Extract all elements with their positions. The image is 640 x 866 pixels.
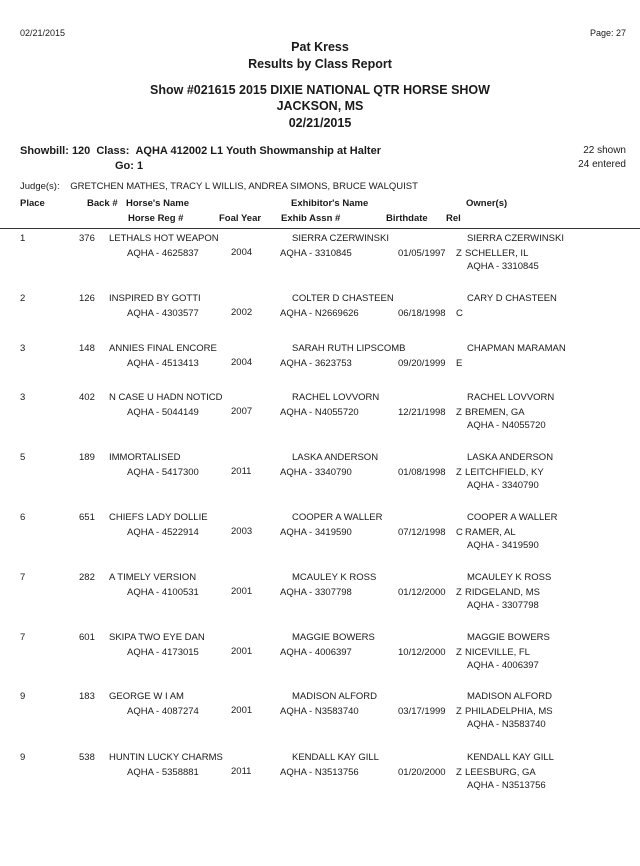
entry-exhib-assn: AQHA - 4006397 (280, 647, 352, 658)
entry-owner-name: CHAPMAN MARAMAN (467, 343, 566, 354)
entry-owner-city: RIDGELAND, MS (465, 587, 540, 598)
entry-place: 9 (20, 752, 26, 763)
entry-owner-assn: AQHA - N4055720 (467, 420, 546, 431)
header-rule (0, 228, 640, 229)
entry-horse: SKIPA TWO EYE DAN (109, 632, 205, 643)
entry-birthdate: 03/17/1999 (398, 706, 446, 717)
table-row (0, 392, 640, 452)
entry-rel: Z (456, 407, 462, 418)
col-horse-reg: Horse Reg # (128, 213, 184, 224)
entry-horse-reg: AQHA - 4087274 (127, 706, 199, 717)
entry-owner-city: BREMEN, GA (465, 407, 525, 418)
entry-horse: CHIEFS LADY DOLLIE (109, 512, 208, 523)
entry-rel: Z (456, 467, 462, 478)
entry-back: 376 (79, 233, 95, 244)
entry-place: 7 (20, 572, 26, 583)
entry-exhibitor: KENDALL KAY GILL (292, 752, 379, 763)
entry-owner-name: KENDALL KAY GILL (467, 752, 554, 763)
entry-owner-name: MADISON ALFORD (467, 691, 552, 702)
showbill: Showbill: 120 (20, 145, 91, 157)
entry-birthdate: 01/05/1997 (398, 248, 446, 259)
entry-foal-year: 2011 (231, 766, 252, 777)
entry-owner-assn: AQHA - 3340790 (467, 480, 539, 491)
entry-birthdate: 01/12/2000 (398, 587, 446, 598)
entry-foal-year: 2001 (231, 586, 253, 597)
entry-foal-year: 2011 (231, 466, 252, 477)
entry-place: 7 (20, 632, 26, 643)
show-title: Show #021615 2015 DIXIE NATIONAL QTR HORSE SHOW (150, 83, 490, 97)
entry-exhibitor: COOPER A WALLER (292, 512, 383, 523)
entry-horse-reg: AQHA - 4522914 (127, 527, 199, 538)
entry-horse: N CASE U HADN NOTICD (109, 392, 223, 403)
entry-back: 282 (79, 572, 95, 583)
entry-place: 6 (20, 512, 26, 523)
entry-exhibitor: MADISON ALFORD (292, 691, 377, 702)
entry-horse: HUNTIN LUCKY CHARMS (109, 752, 223, 763)
entry-exhibitor: LASKA ANDERSON (292, 452, 379, 463)
entry-place: 1 (20, 233, 26, 244)
entry-exhibitor: RACHEL LOVVORN (292, 392, 380, 403)
col-horse-name: Horse's Name (126, 198, 189, 209)
show-location: JACKSON, MS (276, 99, 364, 113)
table-row (0, 233, 640, 293)
entry-exhib-assn: AQHA - N4055720 (280, 407, 359, 418)
entry-back: 189 (79, 452, 95, 463)
entry-exhib-assn: AQHA - 3623753 (280, 358, 352, 369)
entry-owner-name: COOPER A WALLER (467, 512, 558, 523)
entry-birthdate: 07/12/1998 (398, 527, 446, 538)
report-owner: Pat Kress (291, 40, 349, 54)
go-number: Go: 1 (115, 160, 144, 172)
entry-exhibitor: MCAULEY K ROSS (292, 572, 377, 583)
entry-foal-year: 2001 (231, 646, 253, 657)
table-row (0, 512, 640, 572)
class-line (20, 145, 381, 157)
entry-back: 402 (79, 392, 95, 403)
class-name: AQHA 412002 L1 Youth Showmanship at Halter (135, 145, 381, 157)
entry-exhib-assn: AQHA - N2669626 (280, 308, 359, 319)
entry-exhib-assn: AQHA - 3340790 (280, 467, 352, 478)
entry-place: 9 (20, 691, 26, 702)
entry-foal-year: 2007 (231, 406, 253, 417)
entry-place: 3 (20, 392, 26, 403)
col-back: Back # (87, 198, 118, 209)
entry-horse: IMMORTALISED (109, 452, 181, 463)
entry-owner-city: LEESBURG, GA (465, 767, 536, 778)
entry-horse-reg: AQHA - 5044149 (127, 407, 199, 418)
entry-place: 2 (20, 293, 26, 304)
entry-birthdate: 01/08/1998 (398, 467, 446, 478)
entry-back: 148 (79, 343, 95, 354)
entry-horse: ANNIES FINAL ENCORE (109, 343, 217, 354)
entry-back: 126 (79, 293, 95, 304)
entry-exhibitor: MAGGIE BOWERS (292, 632, 375, 643)
entry-owner-assn: AQHA - 4006397 (467, 660, 539, 671)
entry-horse: A TIMELY VERSION (109, 572, 197, 583)
col-birthdate: Birthdate (386, 213, 428, 224)
shown-count: 22 shown (583, 145, 626, 156)
entry-birthdate: 10/12/2000 (398, 647, 446, 658)
entry-horse-reg: AQHA - 4303577 (127, 308, 199, 319)
col-rel: Rel (446, 213, 461, 224)
table-row (0, 752, 640, 812)
entry-birthdate: 06/18/1998 (398, 308, 446, 319)
entry-owner-assn: AQHA - 3310845 (467, 261, 539, 272)
report-title: Results by Class Report (248, 57, 392, 71)
entry-back: 538 (79, 752, 95, 763)
col-exhib-assn: Exhib Assn # (281, 213, 341, 224)
entry-owner-assn: AQHA - 3307798 (467, 600, 539, 611)
col-place: Place (20, 198, 45, 209)
entry-back: 183 (79, 691, 95, 702)
entry-owner-name: RACHEL LOVVORN (467, 392, 555, 403)
entry-owner-city: LEITCHFIELD, KY (465, 467, 544, 478)
page-number: Page: 27 (589, 28, 626, 38)
print-date: 02/21/2015 (20, 28, 66, 38)
table-row (0, 632, 640, 692)
entry-owner-assn: AQHA - N3583740 (467, 719, 546, 730)
entry-horse-reg: AQHA - 5417300 (127, 467, 199, 478)
entry-horse-reg: AQHA - 4513413 (127, 358, 199, 369)
show-date: 02/21/2015 (288, 116, 352, 130)
entry-owner-city: NICEVILLE, FL (465, 647, 530, 658)
table-row (0, 572, 640, 632)
entry-owner-name: MCAULEY K ROSS (467, 572, 552, 583)
entry-birthdate: 09/20/1999 (398, 358, 446, 369)
table-row (0, 691, 640, 751)
entry-rel: Z (456, 248, 462, 259)
entry-horse: GEORGE W I AM (109, 691, 184, 702)
entry-horse-reg: AQHA - 4625837 (127, 248, 199, 259)
entry-place: 5 (20, 452, 26, 463)
entry-owner-city: PHILADELPHIA, MS (465, 706, 553, 717)
entry-back: 651 (79, 512, 95, 523)
entry-horse-reg: AQHA - 5358881 (127, 767, 199, 778)
entry-horse-reg: AQHA - 4100531 (127, 587, 199, 598)
entry-exhib-assn: AQHA - N3513756 (280, 767, 359, 778)
col-owner: Owner(s) (466, 198, 508, 209)
entered-count: 24 entered (578, 159, 626, 170)
entry-owner-name: CARY D CHASTEEN (467, 293, 557, 304)
table-row (0, 452, 640, 512)
entry-rel: C (456, 308, 463, 319)
entry-rel: E (456, 358, 463, 369)
entry-back: 601 (79, 632, 95, 643)
entry-exhibitor: SIERRA CZERWINSKI (292, 233, 389, 244)
entry-birthdate: 01/20/2000 (398, 767, 446, 778)
entry-rel: Z (456, 647, 462, 658)
entry-place: 3 (20, 343, 26, 354)
entry-foal-year: 2002 (231, 307, 253, 318)
col-exhibitor-name: Exhibitor's Name (291, 198, 369, 209)
entry-foal-year: 2003 (231, 526, 253, 537)
entry-owner-assn: AQHA - 3419590 (467, 540, 539, 551)
entry-owner-name: LASKA ANDERSON (467, 452, 554, 463)
entry-exhibitor: SARAH RUTH LIPSCOMB (292, 343, 406, 354)
entry-birthdate: 12/21/1998 (398, 407, 446, 418)
entry-rel: Z (456, 767, 462, 778)
entry-owner-assn: AQHA - N3513756 (467, 780, 546, 791)
entry-foal-year: 2004 (231, 247, 253, 258)
entry-exhib-assn: AQHA - 3310845 (280, 248, 352, 259)
class-label: Class: (96, 145, 130, 157)
entry-owner-city: RAMER, AL (465, 527, 516, 538)
entry-owner-name: SIERRA CZERWINSKI (467, 233, 564, 244)
entry-exhib-assn: AQHA - 3419590 (280, 527, 352, 538)
entry-foal-year: 2004 (231, 357, 253, 368)
judges-label: Judge(s): (20, 181, 60, 192)
entry-horse: LETHALS HOT WEAPON (109, 233, 219, 244)
entry-owner-city: SCHELLER, IL (465, 248, 529, 259)
entry-rel: C (456, 527, 463, 538)
entry-exhib-assn: AQHA - 3307798 (280, 587, 352, 598)
judges-line (20, 181, 418, 192)
entry-owner-name: MAGGIE BOWERS (467, 632, 550, 643)
entry-horse-reg: AQHA - 4173015 (127, 647, 199, 658)
entry-rel: Z (456, 587, 462, 598)
entry-exhibitor: COLTER D CHASTEEN (292, 293, 394, 304)
entry-exhib-assn: AQHA - N3583740 (280, 706, 359, 717)
entry-horse: INSPIRED BY GOTTI (109, 293, 201, 304)
col-foal-year: Foal Year (219, 213, 262, 224)
judges-names: GRETCHEN MATHES, TRACY L WILLIS, ANDREA SIMONS, BRUCE WALQUIST (70, 181, 418, 192)
entry-rel: Z (456, 706, 462, 717)
entry-foal-year: 2001 (231, 705, 253, 716)
